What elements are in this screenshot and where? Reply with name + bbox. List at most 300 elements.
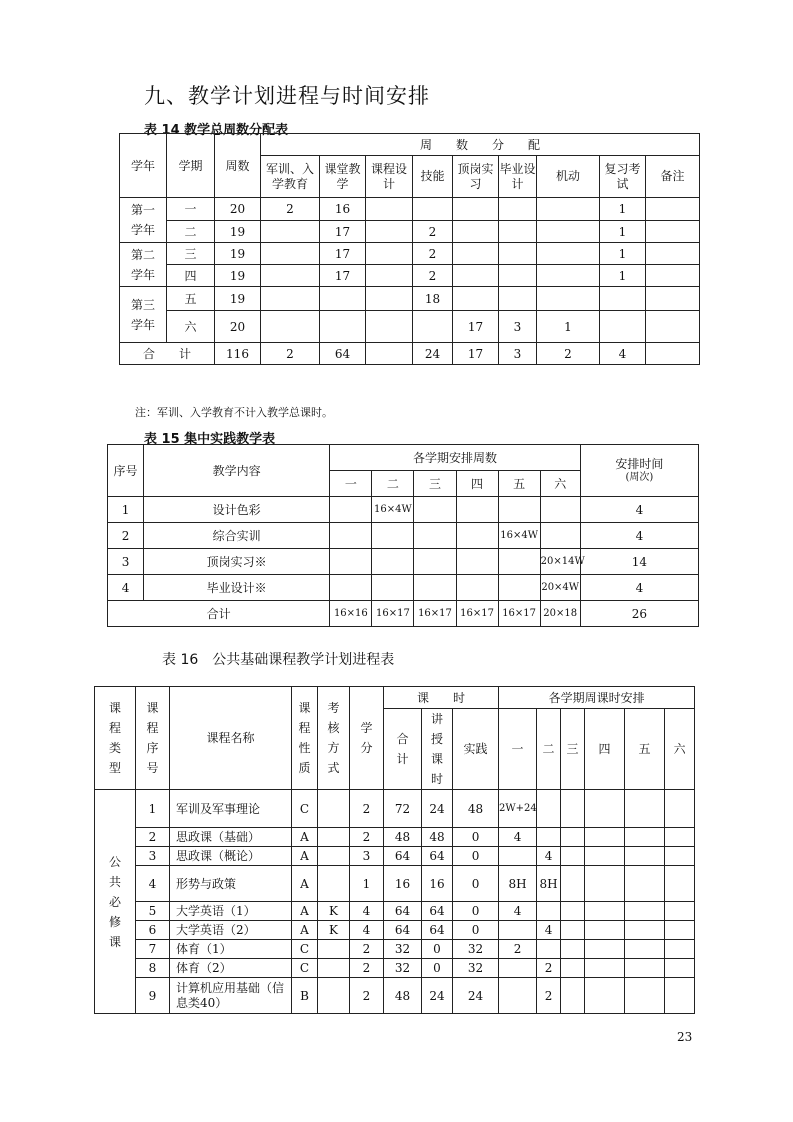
- table-cell: 48: [384, 828, 422, 847]
- table-cell: 17: [453, 311, 499, 343]
- table-cell: 32: [384, 959, 422, 978]
- term-cell: 五: [167, 287, 215, 311]
- table-cell: A: [292, 866, 318, 902]
- table-cell: [585, 959, 625, 978]
- header-practice: 实践: [453, 709, 499, 790]
- table-cell: 32: [384, 940, 422, 959]
- table-cell: 3: [108, 549, 144, 575]
- total-label: 合计: [396, 732, 409, 766]
- table-cell: [453, 287, 499, 311]
- table-cell: [456, 575, 498, 601]
- table-cell: 1: [350, 866, 384, 902]
- table-cell: [456, 549, 498, 575]
- table-cell: 1: [600, 198, 646, 221]
- table-cell: [646, 265, 700, 287]
- table-cell: 2: [350, 828, 384, 847]
- table-cell: 20×4W: [540, 575, 580, 601]
- table-cell: [585, 902, 625, 921]
- total-cell: 16×17: [414, 601, 456, 627]
- table-cell: [318, 866, 350, 902]
- table-row: [108, 523, 699, 549]
- table-cell: [665, 828, 695, 847]
- table-cell: 24: [422, 978, 453, 1014]
- term-5: 五: [498, 471, 540, 497]
- lecture-label: 讲授课时: [430, 712, 443, 786]
- total-cell: 16×17: [372, 601, 414, 627]
- sched-term-2: 二: [537, 709, 561, 790]
- table14-note: 注：军训、入学教育不计入教学总课时。: [135, 406, 333, 419]
- term-2: 二: [372, 471, 414, 497]
- table-cell: [585, 940, 625, 959]
- table-cell: [665, 978, 695, 1014]
- table-cell: [537, 287, 600, 311]
- table-cell: 8H: [537, 866, 561, 902]
- table-cell: 3: [350, 847, 384, 866]
- table-cell: 3: [499, 311, 537, 343]
- table-cell: K: [318, 921, 350, 940]
- table-cell: [261, 287, 320, 311]
- table-cell: [665, 959, 695, 978]
- table-cell: 4: [580, 523, 698, 549]
- table-cell: [318, 940, 350, 959]
- table-cell: 4: [350, 921, 384, 940]
- header-review: 复习考试: [600, 156, 646, 198]
- table-cell: [366, 221, 413, 243]
- table-cell: [330, 497, 372, 523]
- total-cell: 16×16: [330, 601, 372, 627]
- table-cell: 9: [136, 978, 170, 1014]
- table-cell: [646, 311, 700, 343]
- sched-term-1: 一: [499, 709, 537, 790]
- header-year: 学年: [120, 134, 167, 198]
- header-nature: [292, 687, 318, 790]
- year-cell: [120, 243, 167, 287]
- table-cell: [456, 497, 498, 523]
- table-cell: [330, 549, 372, 575]
- table-cell: 4: [537, 921, 561, 940]
- table-cell: 4: [580, 497, 698, 523]
- table-cell: 4: [537, 847, 561, 866]
- table-cell: [561, 866, 585, 902]
- table-cell: [413, 311, 453, 343]
- header-military: 军训、入学教育: [261, 156, 320, 198]
- table-cell: 64: [422, 902, 453, 921]
- year-cell: [120, 287, 167, 343]
- total-cell: 64: [320, 343, 366, 365]
- table-cell: [646, 221, 700, 243]
- table-cell: 4: [580, 575, 698, 601]
- table-cell: B: [292, 978, 318, 1014]
- table-row: [95, 921, 695, 940]
- total-cell: [366, 343, 413, 365]
- table-cell: 19: [215, 287, 261, 311]
- table-cell: [585, 921, 625, 940]
- content-cell: 顶岗实习※: [144, 549, 330, 575]
- table-cell: [499, 198, 537, 221]
- table-cell: 2: [537, 959, 561, 978]
- table-cell: [318, 978, 350, 1014]
- table-cell: [318, 959, 350, 978]
- table-cell: [561, 902, 585, 921]
- table-cell: [318, 828, 350, 847]
- header-term: 学期: [167, 134, 215, 198]
- table-cell: 0: [422, 959, 453, 978]
- table-cell: [537, 198, 600, 221]
- table-row: [120, 243, 700, 265]
- term-cell: 六: [167, 311, 215, 343]
- time-sublabel: (周次): [625, 471, 654, 483]
- table-cell: [320, 311, 366, 343]
- header-course-design: 课程设计: [366, 156, 413, 198]
- term-cell: 三: [167, 243, 215, 265]
- category-label: 公共必修课: [108, 854, 121, 949]
- table-cell: 20×14W: [540, 549, 580, 575]
- table-cell: [646, 198, 700, 221]
- table-cell: [499, 921, 537, 940]
- total-cell: 20×18: [540, 601, 580, 627]
- table-cell: 3: [136, 847, 170, 866]
- table-cell: 8H: [499, 866, 537, 902]
- table-cell: C: [292, 959, 318, 978]
- total-row: [120, 343, 700, 365]
- header-lecture: [422, 709, 453, 790]
- table-cell: [372, 523, 414, 549]
- table-cell: C: [292, 940, 318, 959]
- course-name-cell: 计算机应用基础（信息类40）: [170, 978, 292, 1014]
- table-cell: 0: [453, 828, 499, 847]
- table-cell: [625, 790, 665, 828]
- table-cell: [665, 902, 695, 921]
- table-cell: [625, 978, 665, 1014]
- header-time: [580, 445, 698, 497]
- table-cell: [537, 221, 600, 243]
- table-cell: [499, 287, 537, 311]
- table-cell: 19: [215, 243, 261, 265]
- table-cell: 16: [384, 866, 422, 902]
- table-cell: 8: [136, 959, 170, 978]
- table-cell: [366, 198, 413, 221]
- table-cell: 19: [215, 265, 261, 287]
- term-cell: 四: [167, 265, 215, 287]
- table-row: [108, 497, 699, 523]
- table-cell: [540, 497, 580, 523]
- header-terms: 各学期安排周数: [330, 445, 580, 471]
- table-cell: 7: [136, 940, 170, 959]
- table-cell: [561, 790, 585, 828]
- table-cell: [453, 221, 499, 243]
- total-cell: 26: [580, 601, 698, 627]
- table-cell: 64: [384, 902, 422, 921]
- total-cell: [646, 343, 700, 365]
- course-name-cell: 体育（2）: [170, 959, 292, 978]
- exam-label: 考核方式: [327, 701, 340, 775]
- table-cell: [600, 311, 646, 343]
- course-name-cell: 思政课（概论）: [170, 847, 292, 866]
- course-name-cell: 军训及军事理论: [170, 790, 292, 828]
- header-hours: 课 时: [384, 687, 499, 709]
- header-type: [95, 687, 136, 790]
- course-name-cell: 大学英语（1）: [170, 902, 292, 921]
- table-cell: [585, 828, 625, 847]
- table-cell: 2: [413, 243, 453, 265]
- time-label: 安排时间: [615, 456, 664, 471]
- table-row: [108, 575, 699, 601]
- total-cell: 17: [453, 343, 499, 365]
- page-number: 23: [677, 1030, 693, 1044]
- sched-term-5: 五: [625, 709, 665, 790]
- table-cell: A: [292, 902, 318, 921]
- table-cell: 20: [215, 311, 261, 343]
- table-row: [120, 287, 700, 311]
- table-row: [95, 866, 695, 902]
- table-cell: 32: [453, 959, 499, 978]
- table-cell: [414, 549, 456, 575]
- table15-caption: 表 15 集中实践教学表: [144, 432, 276, 447]
- table-cell: [366, 311, 413, 343]
- table-cell: 1: [108, 497, 144, 523]
- table-cell: [537, 790, 561, 828]
- table-cell: 17: [320, 243, 366, 265]
- table-cell: [665, 940, 695, 959]
- table-cell: [414, 523, 456, 549]
- table-cell: 2: [499, 940, 537, 959]
- total-label: 合 计: [120, 343, 215, 365]
- table-cell: 64: [384, 847, 422, 866]
- table-cell: [625, 959, 665, 978]
- table-cell: A: [292, 921, 318, 940]
- header-content: 教学内容: [144, 445, 330, 497]
- table-cell: [261, 311, 320, 343]
- table-cell: [318, 790, 350, 828]
- table-cell: [540, 523, 580, 549]
- table-cell: 0: [422, 940, 453, 959]
- table-cell: [413, 198, 453, 221]
- table-cell: 4: [108, 575, 144, 601]
- content-cell: 毕业设计※: [144, 575, 330, 601]
- table-cell: [537, 828, 561, 847]
- table-cell: 48: [453, 790, 499, 828]
- table-cell: [456, 523, 498, 549]
- header-distribution: 周 数 分 配: [261, 134, 700, 156]
- table-cell: [625, 940, 665, 959]
- table-cell: [498, 497, 540, 523]
- table-cell: [585, 978, 625, 1014]
- table-cell: 4: [350, 902, 384, 921]
- table-cell: [585, 866, 625, 902]
- table-cell: 2: [350, 978, 384, 1014]
- table-row: [95, 828, 695, 847]
- table-row: [120, 221, 700, 243]
- table-cell: [646, 243, 700, 265]
- table-cell: 2: [261, 198, 320, 221]
- table-cell: [366, 265, 413, 287]
- table-cell: [372, 575, 414, 601]
- table-row: [95, 940, 695, 959]
- table-cell: [561, 847, 585, 866]
- table-cell: [625, 902, 665, 921]
- table-cell: 19: [215, 221, 261, 243]
- table-cell: [537, 265, 600, 287]
- table-cell: [414, 497, 456, 523]
- table-cell: 0: [453, 866, 499, 902]
- table-cell: 17: [320, 265, 366, 287]
- table-cell: [499, 959, 537, 978]
- year-cell: [120, 198, 167, 243]
- table-cell: [625, 847, 665, 866]
- table-cell: [665, 921, 695, 940]
- table-row: [120, 265, 700, 287]
- header-flexible: 机动: [537, 156, 600, 198]
- table-cell: 16: [320, 198, 366, 221]
- total-cell: 3: [499, 343, 537, 365]
- header-remarks: 备注: [646, 156, 700, 198]
- table-cell: [320, 287, 366, 311]
- table-cell: [625, 828, 665, 847]
- table-cell: 2: [350, 790, 384, 828]
- term-4: 四: [456, 471, 498, 497]
- course-name-cell: 大学英语（2）: [170, 921, 292, 940]
- table-cell: [537, 940, 561, 959]
- table-cell: 32: [453, 940, 499, 959]
- term-3: 三: [414, 471, 456, 497]
- table-cell: C: [292, 790, 318, 828]
- table-cell: 2: [350, 959, 384, 978]
- table-cell: 20: [215, 198, 261, 221]
- table-cell: 1: [600, 265, 646, 287]
- table-cell: 18: [413, 287, 453, 311]
- header-skills: 技能: [413, 156, 453, 198]
- credit-label: 学分: [360, 721, 373, 755]
- section-title: 九、教学计划进程与时间安排: [144, 84, 430, 108]
- table-cell: [561, 828, 585, 847]
- table14-caption: 表 14 教学总周数分配表: [144, 123, 289, 138]
- table-cell: [261, 243, 320, 265]
- table-cell: 64: [384, 921, 422, 940]
- total-cell: 16×17: [456, 601, 498, 627]
- total-cell: 16×17: [498, 601, 540, 627]
- header-no: 序号: [108, 445, 144, 497]
- total-cell: 2: [261, 343, 320, 365]
- table-cell: A: [292, 828, 318, 847]
- table-cell: [499, 265, 537, 287]
- table-cell: [499, 243, 537, 265]
- nature-label: 课程性质: [298, 701, 311, 775]
- total-cell: 24: [413, 343, 453, 365]
- table-cell: 64: [422, 921, 453, 940]
- table-cell: 64: [422, 847, 453, 866]
- table-cell: [625, 921, 665, 940]
- course-name-cell: 形势与政策: [170, 866, 292, 902]
- term-1: 一: [330, 471, 372, 497]
- table-cell: [366, 287, 413, 311]
- table-cell: 0: [453, 921, 499, 940]
- week-allocation-table: [119, 133, 700, 365]
- table-cell: 72: [384, 790, 422, 828]
- content-cell: 设计色彩: [144, 497, 330, 523]
- table-cell: [498, 575, 540, 601]
- table-row: [95, 902, 695, 921]
- table-cell: K: [318, 902, 350, 921]
- table-row: [95, 978, 695, 1014]
- table-cell: 4: [499, 902, 537, 921]
- header-internship: 顶岗实习: [453, 156, 499, 198]
- table-cell: 16×4W: [498, 523, 540, 549]
- table-cell: 48: [384, 978, 422, 1014]
- table-row: [120, 311, 700, 343]
- content-cell: 综合实训: [144, 523, 330, 549]
- header-schedule: 各学期周课时安排: [499, 687, 695, 709]
- total-cell: 2: [537, 343, 600, 365]
- table-cell: [453, 198, 499, 221]
- table-cell: 16×4W: [372, 497, 414, 523]
- practice-teaching-table: [107, 444, 699, 627]
- table-cell: [499, 978, 537, 1014]
- table-cell: [646, 287, 700, 311]
- table-cell: [561, 978, 585, 1014]
- sched-term-3: 三: [561, 709, 585, 790]
- table-cell: [330, 575, 372, 601]
- header-total: [384, 709, 422, 790]
- table-cell: 2: [413, 221, 453, 243]
- table-row: [95, 959, 695, 978]
- table-cell: [261, 265, 320, 287]
- year-label: 第三学年: [130, 297, 155, 332]
- year-label: 第二学年: [130, 247, 155, 282]
- table-cell: [600, 287, 646, 311]
- category-cell: [95, 790, 136, 1014]
- table-cell: 6: [136, 921, 170, 940]
- header-name: 课程名称: [170, 687, 292, 790]
- total-label: 合计: [108, 601, 330, 627]
- year-label: 第一学年: [130, 203, 155, 237]
- table-cell: 2: [108, 523, 144, 549]
- sched-term-4: 四: [585, 709, 625, 790]
- sched-term-6: 六: [665, 709, 695, 790]
- table-cell: 2W+24: [499, 790, 537, 828]
- table-row: [95, 790, 695, 828]
- course-name-cell: 思政课（基础）: [170, 828, 292, 847]
- table-cell: 16: [422, 866, 453, 902]
- table-cell: [261, 221, 320, 243]
- table-cell: [414, 575, 456, 601]
- table16-caption: 表 16 公共基础课程教学计划进程表: [162, 652, 395, 668]
- table-cell: 4: [136, 866, 170, 902]
- table-cell: [561, 921, 585, 940]
- table-row: [120, 198, 700, 221]
- table-cell: [453, 265, 499, 287]
- table-cell: [537, 902, 561, 921]
- header-no: [136, 687, 170, 790]
- table-cell: [561, 959, 585, 978]
- header-credit: [350, 687, 384, 790]
- no-label: 课程序号: [146, 701, 159, 775]
- table-cell: [499, 221, 537, 243]
- header-graduation: 毕业设计: [499, 156, 537, 198]
- table-cell: [318, 847, 350, 866]
- header-exam: [318, 687, 350, 790]
- table-cell: 24: [453, 978, 499, 1014]
- table-cell: 1: [136, 790, 170, 828]
- total-cell: 116: [215, 343, 261, 365]
- course-name-cell: 体育（1）: [170, 940, 292, 959]
- table-cell: 2: [350, 940, 384, 959]
- table-cell: 17: [320, 221, 366, 243]
- table-cell: [372, 549, 414, 575]
- table-cell: [330, 523, 372, 549]
- table-cell: [453, 243, 499, 265]
- term-cell: 二: [167, 221, 215, 243]
- term-6: 六: [540, 471, 580, 497]
